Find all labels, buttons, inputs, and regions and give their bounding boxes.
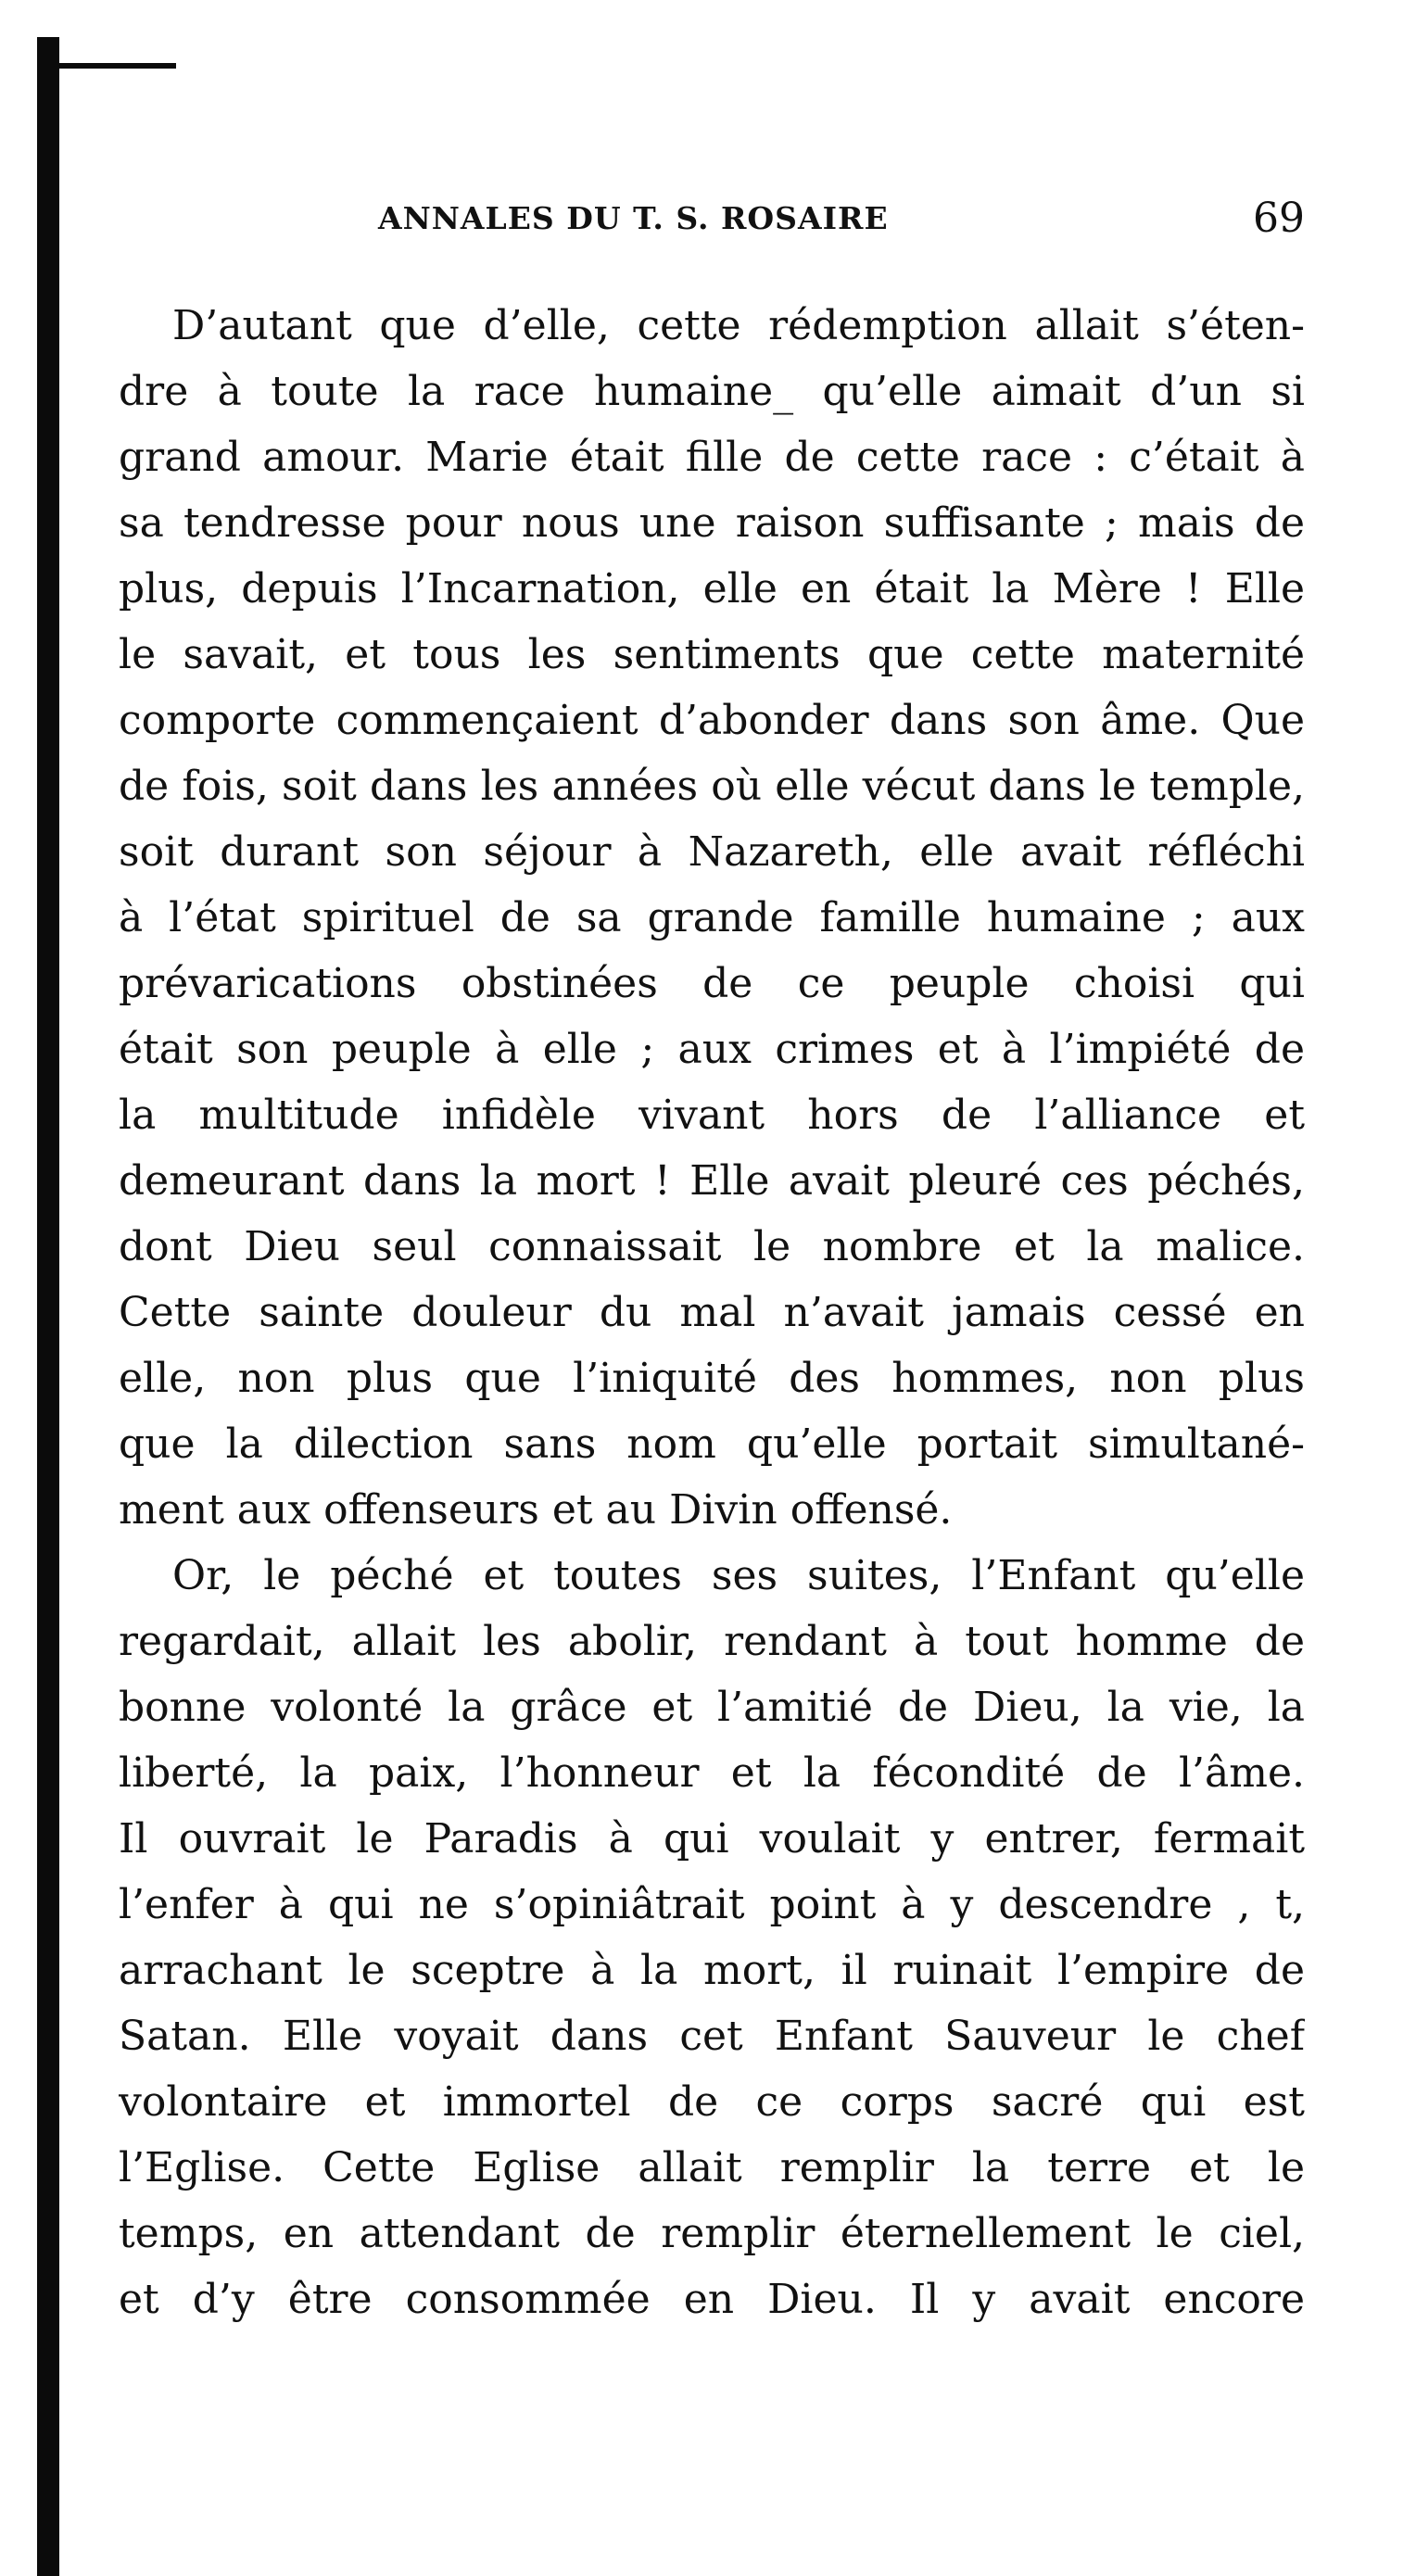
top-rule — [37, 63, 176, 69]
text-line: le savait, et tous les sentiments que cette maternité — [119, 631, 1305, 678]
binding-edge — [37, 37, 59, 2576]
text-line: l’Eglise. Cette Eglise allait remplir la terre et le — [119, 2144, 1305, 2191]
text-line: l’enfer à qui ne s’opiniâtrait point à y descendre , t, — [119, 1881, 1305, 1928]
text-line: bonne volonté la grâce et l’amitié de Dieu, la vie, la — [119, 1684, 1305, 1731]
book-page — [119, 195, 1305, 2332]
text-line: Il ouvrait le Paradis à qui voulait y entrer, fermait — [119, 1815, 1305, 1863]
text-line: sa tendresse pour nous une raison suffisante ; mais de — [119, 499, 1305, 547]
text-line: dont Dieu seul connaissait le nombre et la malice. — [119, 1223, 1305, 1270]
text-line: que la dilection sans nom qu’elle portait simultané- — [119, 1421, 1305, 1468]
body-text — [119, 293, 1305, 2332]
text-line: comporte commençaient d’abonder dans son âme. Que — [119, 697, 1305, 744]
text-line: arrachant le sceptre à la mort, il ruinait l’empire de — [119, 1947, 1305, 1994]
text-line: Satan. Elle voyait dans cet Enfant Sauveur le chef — [119, 2013, 1305, 2060]
paragraph-1 — [119, 293, 1305, 1543]
text-line: volontaire et immortel de ce corps sacré qui est — [119, 2078, 1305, 2126]
text-line: grand amour. Marie était fille de cette race : c’était à — [119, 434, 1305, 481]
text-line: était son peuple à elle ; aux crimes et à l’impiété de — [119, 1026, 1305, 1073]
text-line: liberté, la paix, l’honneur et la fécondité de l’âme. — [119, 1749, 1305, 1797]
text-line: D’autant que d’elle, cette rédemption allait s’éten- — [172, 302, 1305, 349]
text-line: et d’y être consommée en Dieu. Il y avait encore — [119, 2276, 1305, 2323]
text-line: demeurant dans la mort ! Elle avait pleuré ces péchés, — [119, 1157, 1305, 1205]
text-line: regardait, allait les abolir, rendant à tout homme de — [119, 1618, 1305, 1665]
text-line: à l’état spirituel de sa grande famille humaine ; aux — [119, 894, 1305, 941]
text-line: elle, non plus que l’iniquité des hommes, non plus — [119, 1355, 1305, 1402]
text-line: prévarications obstinées de ce peuple choisi qui — [119, 960, 1305, 1007]
text-line: temps, en attendant de remplir éternellement le ciel, — [119, 2210, 1305, 2257]
text-line: Cette sainte douleur du mal n’avait jamais cessé en — [119, 1289, 1305, 1336]
page-number: 69 — [1253, 195, 1305, 242]
text-line: la multitude infidèle vivant hors de l’alliance et — [119, 1092, 1305, 1139]
text-line: plus, depuis l’Incarnation, elle en était la Mère ! Elle — [119, 565, 1305, 612]
text-line: soit durant son séjour à Nazareth, elle avait réfléchi — [119, 828, 1305, 876]
page-header — [119, 195, 1305, 254]
text-line: Or, le péché et toutes ses suites, l’Enfant qu’elle — [172, 1552, 1305, 1599]
text-line: de fois, soit dans les années où elle vécut dans le temple, — [119, 763, 1305, 810]
paragraph-2 — [119, 1543, 1305, 2332]
text-line: dre à toute la race humaine_ qu’elle aimait d’un si — [119, 368, 1305, 415]
text-line: ment aux offenseurs et au Divin offensé. — [119, 1486, 953, 1534]
running-head: ANNALES DU T. S. ROSAIRE — [378, 200, 889, 236]
